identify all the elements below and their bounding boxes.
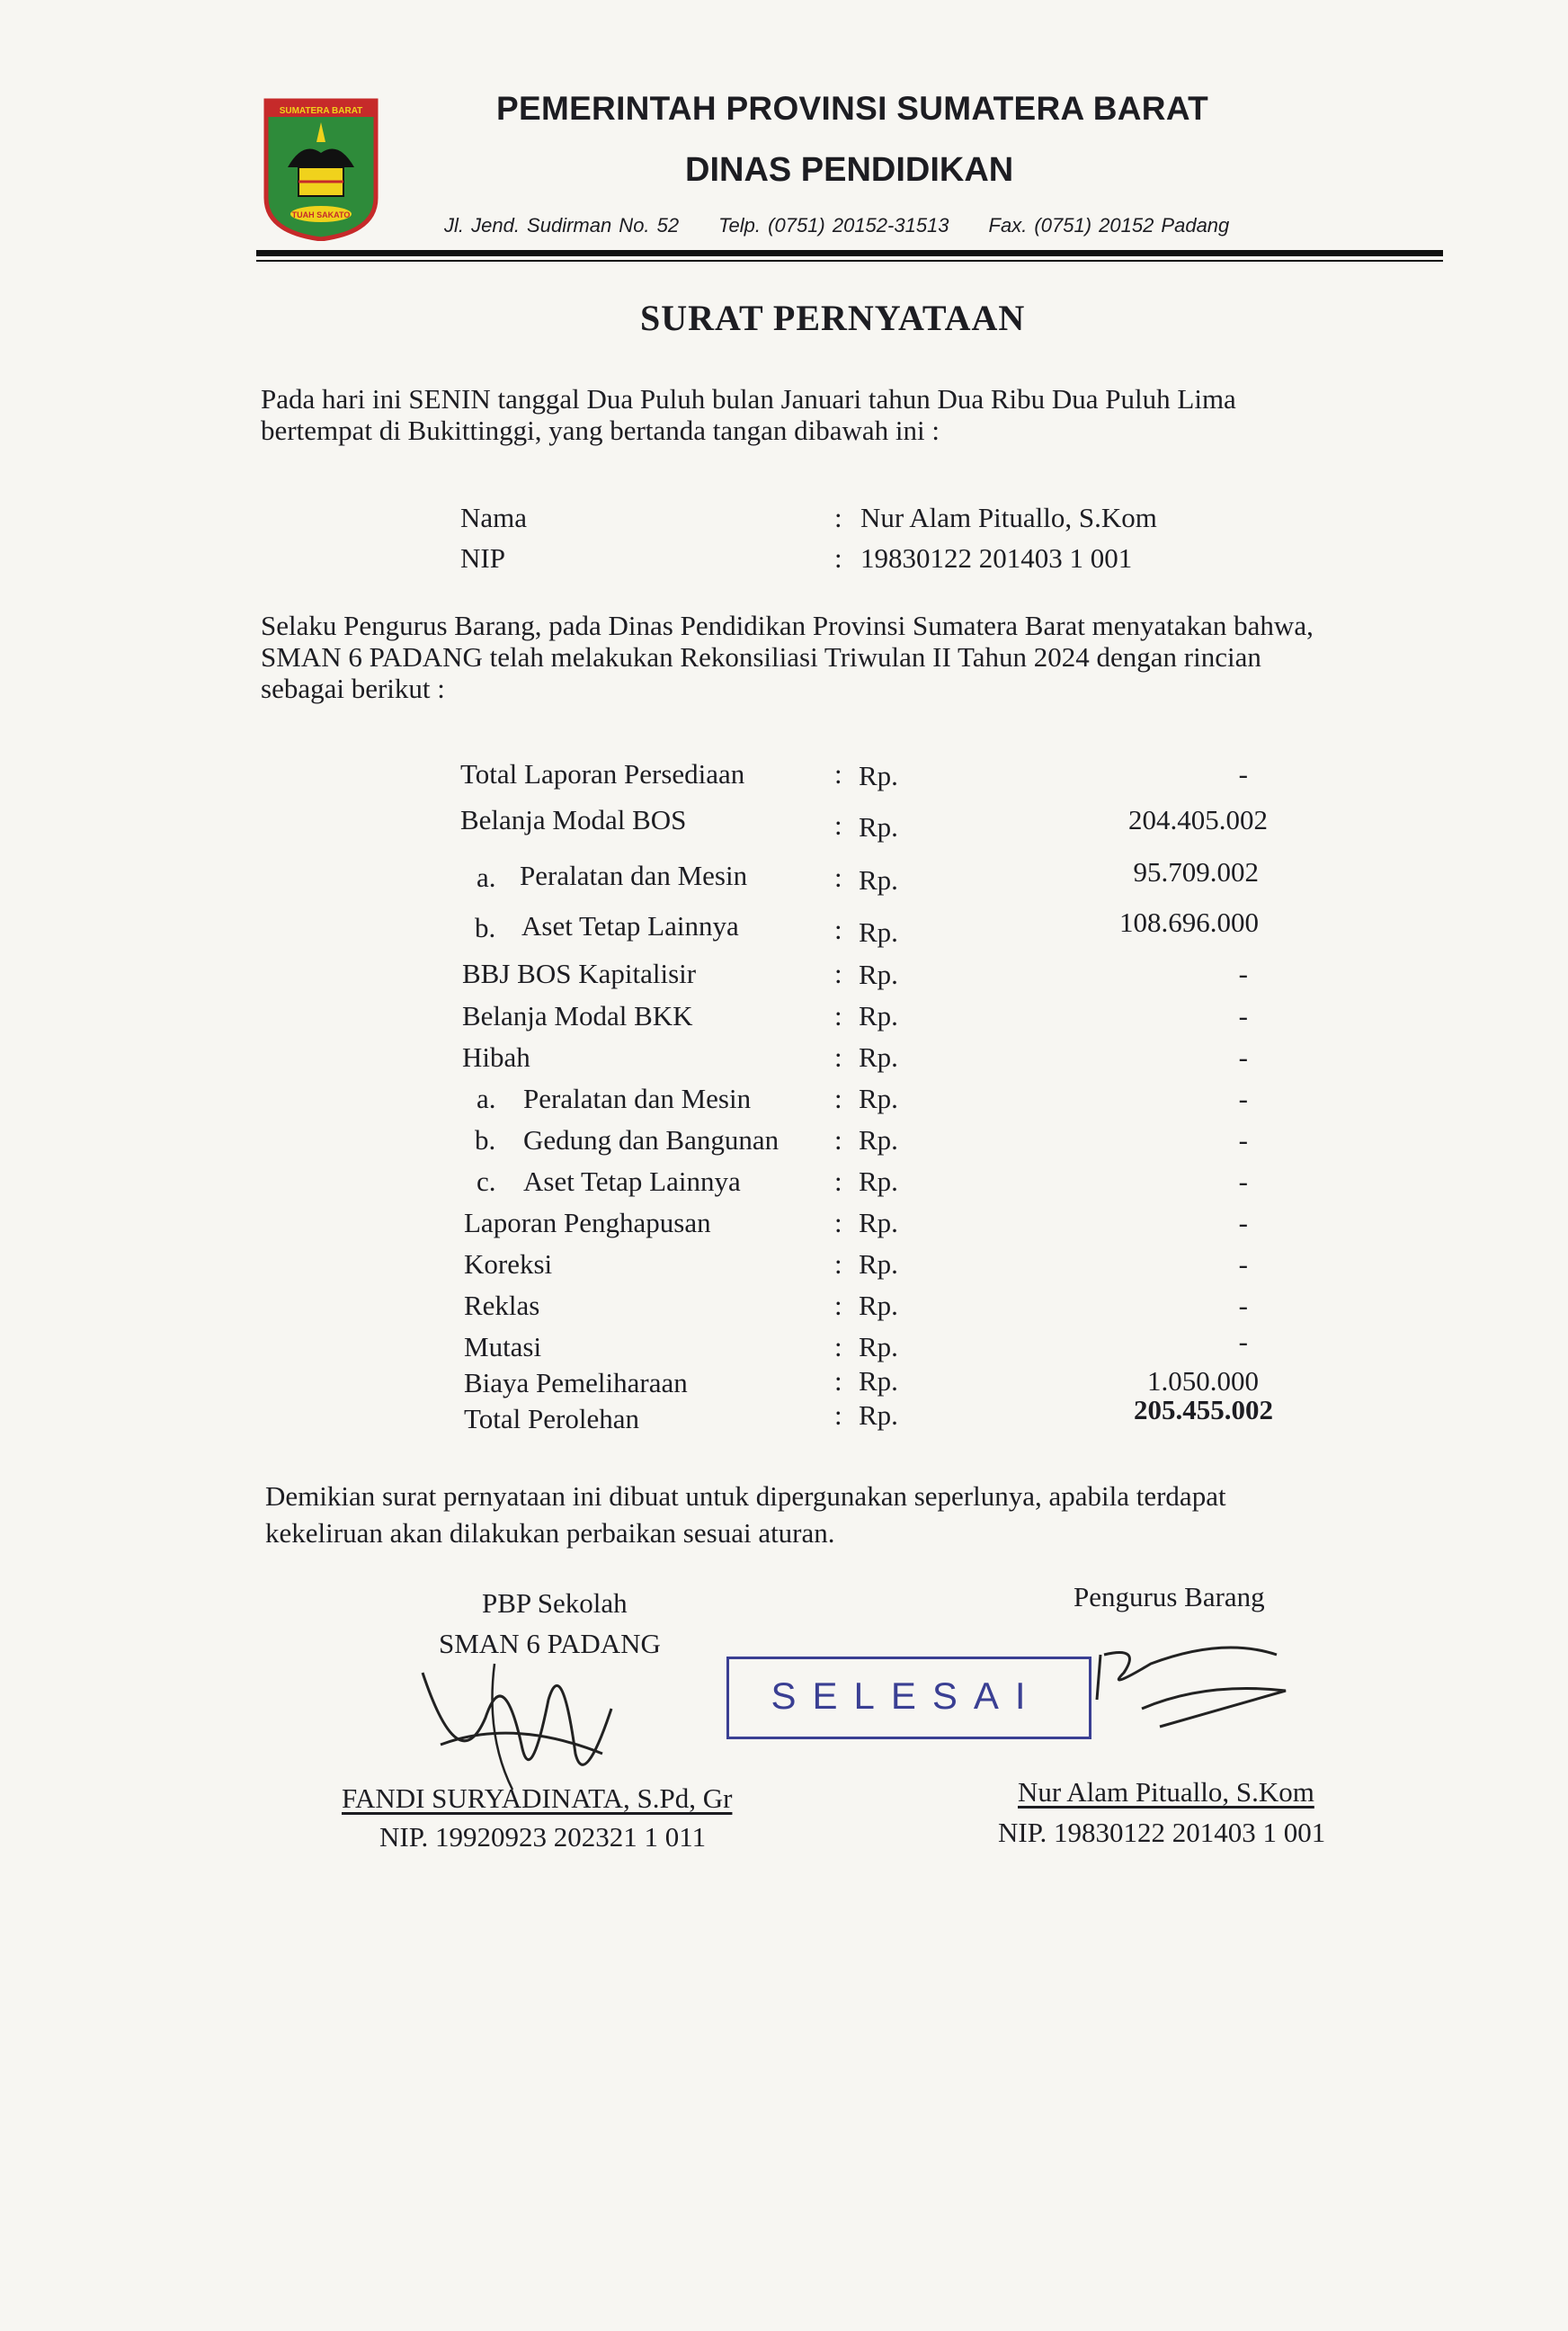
finance-currency: Rp.	[859, 916, 898, 948]
finance-colon: :	[834, 1207, 842, 1238]
finance-currency: Rp.	[859, 1166, 898, 1197]
closing-line-2: kekeliruan akan dilakukan perbaikan sesuai aturan.	[265, 1517, 835, 1549]
identity-label-nip: NIP	[460, 542, 505, 574]
closing-line-1: Demikian surat pernyataan ini dibuat untuk dipergunakan seperlunya, apabila terdapat	[265, 1480, 1226, 1512]
letterhead-rule-thin	[256, 260, 1443, 262]
fax-text: Fax. (0751) 20152 Padang	[988, 214, 1230, 237]
finance-colon: :	[834, 1000, 842, 1032]
finance-row-label: Hibah	[462, 1041, 530, 1073]
identity-label-name: Nama	[460, 502, 528, 533]
finance-currency: Rp.	[859, 1000, 898, 1032]
finance-colon: :	[834, 1083, 842, 1114]
finance-currency: Rp.	[859, 1083, 898, 1114]
letterhead-rule-thick	[256, 250, 1443, 256]
left-signer-nip: NIP. 19920923 202321 1 011	[379, 1821, 707, 1853]
finance-row-label: Reklas	[464, 1290, 540, 1321]
finance-row-label: Total Laporan Persediaan	[460, 758, 745, 790]
finance-row-value: -	[1238, 1124, 1248, 1156]
finance-row-value: -	[1238, 1207, 1248, 1238]
finance-row-value: -	[1238, 1041, 1248, 1073]
finance-row-label: Koreksi	[464, 1248, 553, 1280]
finance-currency: Rp.	[859, 1399, 898, 1431]
finance-row-value: -	[1238, 1083, 1248, 1114]
right-signer-name: Nur Alam Pituallo, S.Kom	[1018, 1776, 1314, 1808]
finance-row-label: Mutasi	[464, 1331, 542, 1362]
finance-colon: :	[834, 1331, 842, 1362]
province-emblem-logo	[263, 97, 379, 241]
finance-colon: :	[834, 1399, 842, 1431]
contact-line	[444, 214, 1269, 237]
government-title: PEMERINTAH PROVINSI SUMATERA BARAT	[496, 90, 1209, 127]
finance-row-value: -	[1238, 1290, 1248, 1321]
finance-currency: Rp.	[859, 1365, 898, 1397]
finance-colon: :	[834, 914, 842, 945]
logo-banner-text: SUMATERA BARAT	[279, 106, 363, 116]
finance-colon: :	[834, 1248, 842, 1280]
statement-line-2: SMAN 6 PADANG telah melakukan Rekonsiliasi Triwulan II Tahun 2024 dengan rincian	[261, 641, 1261, 673]
finance-row-value: -	[1238, 1248, 1248, 1280]
finance-row-label: BBJ BOS Kapitalisir	[462, 958, 697, 989]
intro-line-1: Pada hari ini SENIN tanggal Dua Puluh bulan Januari tahun Dua Ribu Dua Puluh Lima	[261, 383, 1236, 415]
finance-row-value: 204.405.002	[1128, 804, 1268, 835]
finance-row-value: -	[1238, 1166, 1248, 1197]
finance-currency: Rp.	[859, 1331, 898, 1362]
finance-currency: Rp.	[859, 811, 898, 843]
left-signer-institution: SMAN 6 PADANG	[439, 1628, 661, 1659]
finance-colon: :	[834, 1290, 842, 1321]
finance-currency: Rp.	[859, 1248, 898, 1280]
identity-value-name: Nur Alam Pituallo, S.Kom	[860, 502, 1157, 533]
finance-row-label: Total Perolehan	[464, 1403, 639, 1434]
logo-motto-text: TUAH SAKATO	[291, 210, 351, 219]
right-signature	[1088, 1637, 1295, 1736]
finance-row-value: -	[1238, 1000, 1248, 1032]
statement-line-3: sebagai berikut :	[261, 673, 445, 704]
agency-title: DINAS PENDIDIKAN	[685, 151, 1014, 189]
closing-paragraph	[265, 1473, 1226, 1547]
finance-row-label: Peralatan dan Mesin	[520, 860, 748, 891]
finance-row-value: 108.696.000	[1119, 906, 1259, 938]
finance-colon: :	[834, 758, 842, 790]
finance-colon: :	[834, 1365, 842, 1397]
intro-paragraph	[261, 383, 1236, 446]
document-title: SURAT PERNYATAAN	[640, 298, 1026, 338]
statement-line-1: Selaku Pengurus Barang, pada Dinas Pendidikan Provinsi Sumatera Barat menyatakan bahwa,	[261, 610, 1314, 641]
finance-colon: :	[834, 1166, 842, 1197]
finance-row-letter: a.	[477, 1083, 496, 1114]
finance-row-label: Aset Tetap Lainnya	[521, 910, 739, 942]
finance-row-label: Peralatan dan Mesin	[523, 1083, 752, 1114]
right-signer-nip: NIP. 19830122 201403 1 001	[998, 1817, 1326, 1848]
intro-line-2: bertempat di Bukittinggi, yang bertanda tangan dibawah ini :	[261, 415, 940, 446]
finance-row-label: Gedung dan Bangunan	[523, 1124, 780, 1156]
finance-colon: :	[834, 1041, 842, 1073]
left-signer-name: FANDI SURYADINATA, S.Pd, Gr	[342, 1782, 733, 1814]
finance-row-letter: a.	[477, 862, 496, 893]
right-signer-role: Pengurus Barang	[1074, 1581, 1265, 1612]
finance-row-label: Aset Tetap Lainnya	[523, 1166, 741, 1197]
statement-paragraph	[261, 610, 1314, 704]
identity-colon: :	[834, 502, 842, 533]
left-signer-role: PBP Sekolah	[482, 1587, 628, 1619]
finance-colon: :	[834, 862, 842, 893]
finance-row-letter: b.	[475, 1124, 496, 1156]
finance-currency: Rp.	[859, 1041, 898, 1073]
finance-row-value: -	[1238, 758, 1248, 790]
finance-row-label: Belanja Modal BKK	[462, 1000, 693, 1032]
finance-colon: :	[834, 809, 842, 841]
finance-row-letter: b.	[475, 912, 496, 943]
finance-row-label: Biaya Pemeliharaan	[464, 1367, 688, 1398]
finance-currency: Rp.	[859, 1124, 898, 1156]
finance-row-letter: c.	[477, 1166, 496, 1197]
finance-currency: Rp.	[859, 760, 898, 791]
finance-currency: Rp.	[859, 1290, 898, 1321]
phone-text: Telp. (0751) 20152-31513	[718, 214, 949, 237]
left-signature	[405, 1646, 629, 1799]
address-text: Jl. Jend. Sudirman No. 52	[444, 214, 680, 237]
identity-colon: :	[834, 542, 842, 574]
finance-colon: :	[834, 1124, 842, 1156]
identity-value-nip: 19830122 201403 1 001	[860, 542, 1133, 574]
finance-currency: Rp.	[859, 959, 898, 990]
finance-total-value: 205.455.002	[1134, 1394, 1273, 1425]
finance-currency: Rp.	[859, 1207, 898, 1238]
finance-row-value: -	[1238, 958, 1248, 989]
finance-row-label: Belanja Modal BOS	[460, 804, 687, 835]
finance-row-value: -	[1238, 1326, 1248, 1357]
finance-row-value: 1.050.000	[1147, 1365, 1259, 1397]
finance-row-value: 95.709.002	[1133, 856, 1259, 888]
finance-colon: :	[834, 958, 842, 989]
selesai-stamp-text: SELESAI	[771, 1675, 1042, 1717]
finance-row-label: Laporan Penghapusan	[464, 1207, 711, 1238]
finance-currency: Rp.	[859, 864, 898, 896]
